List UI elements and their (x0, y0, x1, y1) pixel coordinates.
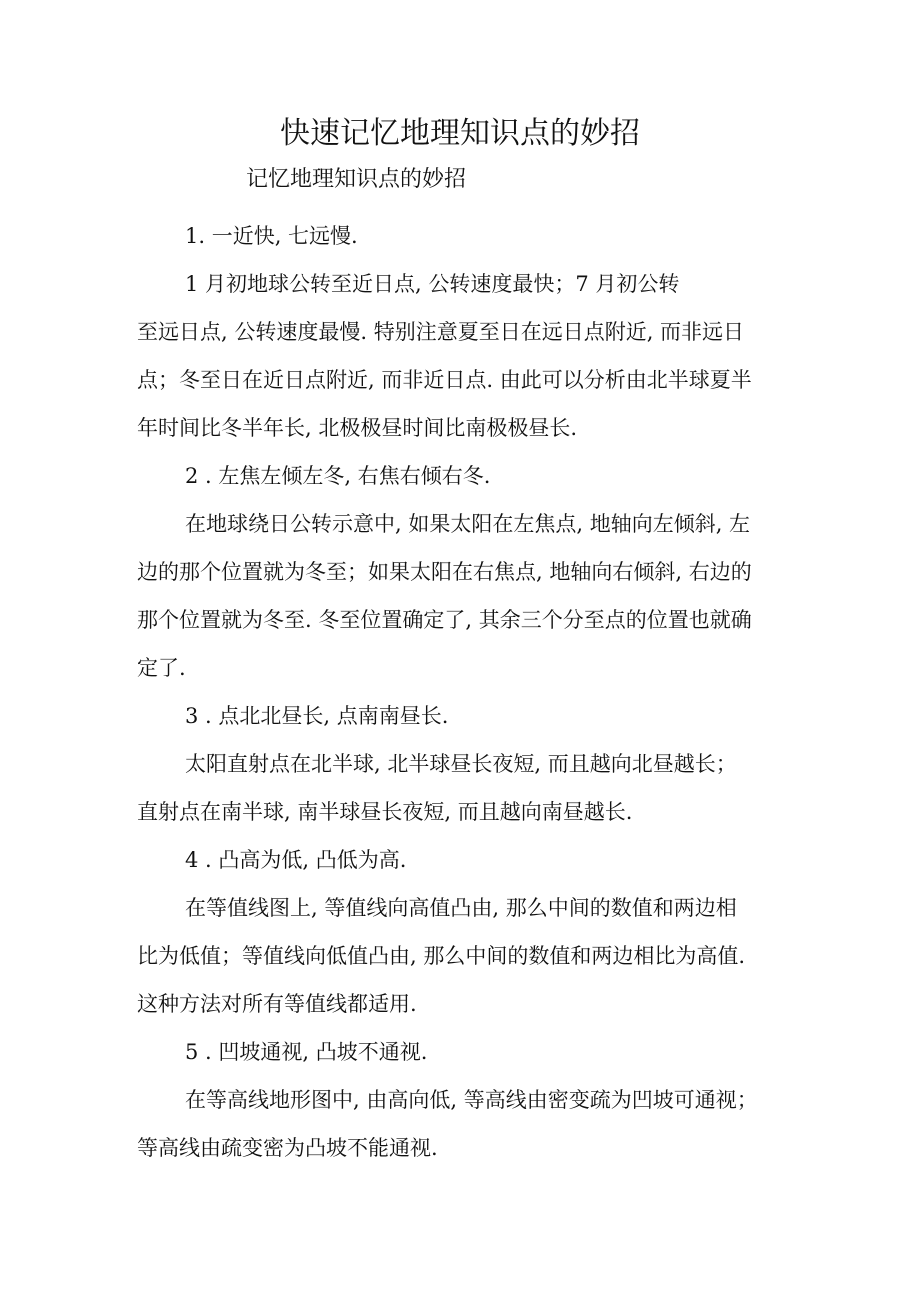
section-2-heading: 2 . 左焦左倾左冬, 右焦右倾右冬. (185, 464, 491, 488)
paragraph-line: 定了. (137, 656, 186, 680)
section-5-paragraph (137, 1076, 785, 1172)
paragraph-line: 这种方法对所有等值线都适用. (137, 992, 417, 1016)
paragraph-line: 那个位置就为冬至. 冬至位置确定了, 其余三个分至点的位置也就确 (137, 608, 752, 632)
paragraph-line: 在地球绕日公转示意中, 如果太阳在左焦点, 地轴向左倾斜, 左 (185, 512, 751, 536)
section-1-paragraph (137, 260, 785, 452)
paragraph-line: 边的那个位置就为冬至；如果太阳在右焦点, 地轴向右倾斜, 右边的 (137, 560, 752, 584)
section-4-paragraph (137, 884, 785, 1028)
section-1-heading: 1. 一近快, 七远慢. (185, 224, 358, 248)
section-3-paragraph (137, 740, 785, 836)
paragraph-line: 等高线由疏变密为凸坡不能通视. (137, 1136, 438, 1160)
section-3-heading: 3 . 点北北昼长, 点南南昼长. (185, 704, 449, 728)
document-body (137, 212, 785, 1172)
paragraph-line: 1 月初地球公转至近日点, 公转速度最快；7 月初公转 (185, 272, 680, 296)
section-5-heading: 5 . 凹坡通视, 凸坡不通视. (185, 1040, 428, 1064)
paragraph-line: 在等值线图上, 等值线向高值凸由, 那么中间的数值和两边相 (185, 896, 737, 920)
paragraph-line: 太阳直射点在北半球, 北半球昼长夜短, 而且越向北昼越长； (185, 752, 737, 776)
paragraph-line: 直射点在南半球, 南半球昼长夜短, 而且越向南昼越长. (137, 800, 633, 824)
paragraph-line: 年时间比冬半年长, 北极极昼时间比南极极昼长. (137, 416, 578, 440)
document-title: 快速记忆地理知识点的妙招 (280, 116, 640, 151)
paragraph-line: 至远日点, 公转速度最慢. 特别注意夏至日在远日点附近, 而非远日 (137, 320, 745, 344)
section-2-paragraph (137, 500, 785, 692)
section-4-heading: 4 . 凸高为低, 凸低为高. (185, 848, 407, 872)
paragraph-line: 比为低值；等值线向低值凸由, 那么中间的数值和两边相比为高值. (137, 944, 746, 968)
document-subtitle: 记忆地理知识点的妙招 (246, 167, 467, 192)
paragraph-line: 在等高线地形图中, 由高向低, 等高线由密变疏为凹坡可通视； (185, 1088, 758, 1112)
paragraph-line: 点；冬至日在近日点附近, 而非近日点. 由此可以分析由北半球夏半 (137, 368, 752, 392)
